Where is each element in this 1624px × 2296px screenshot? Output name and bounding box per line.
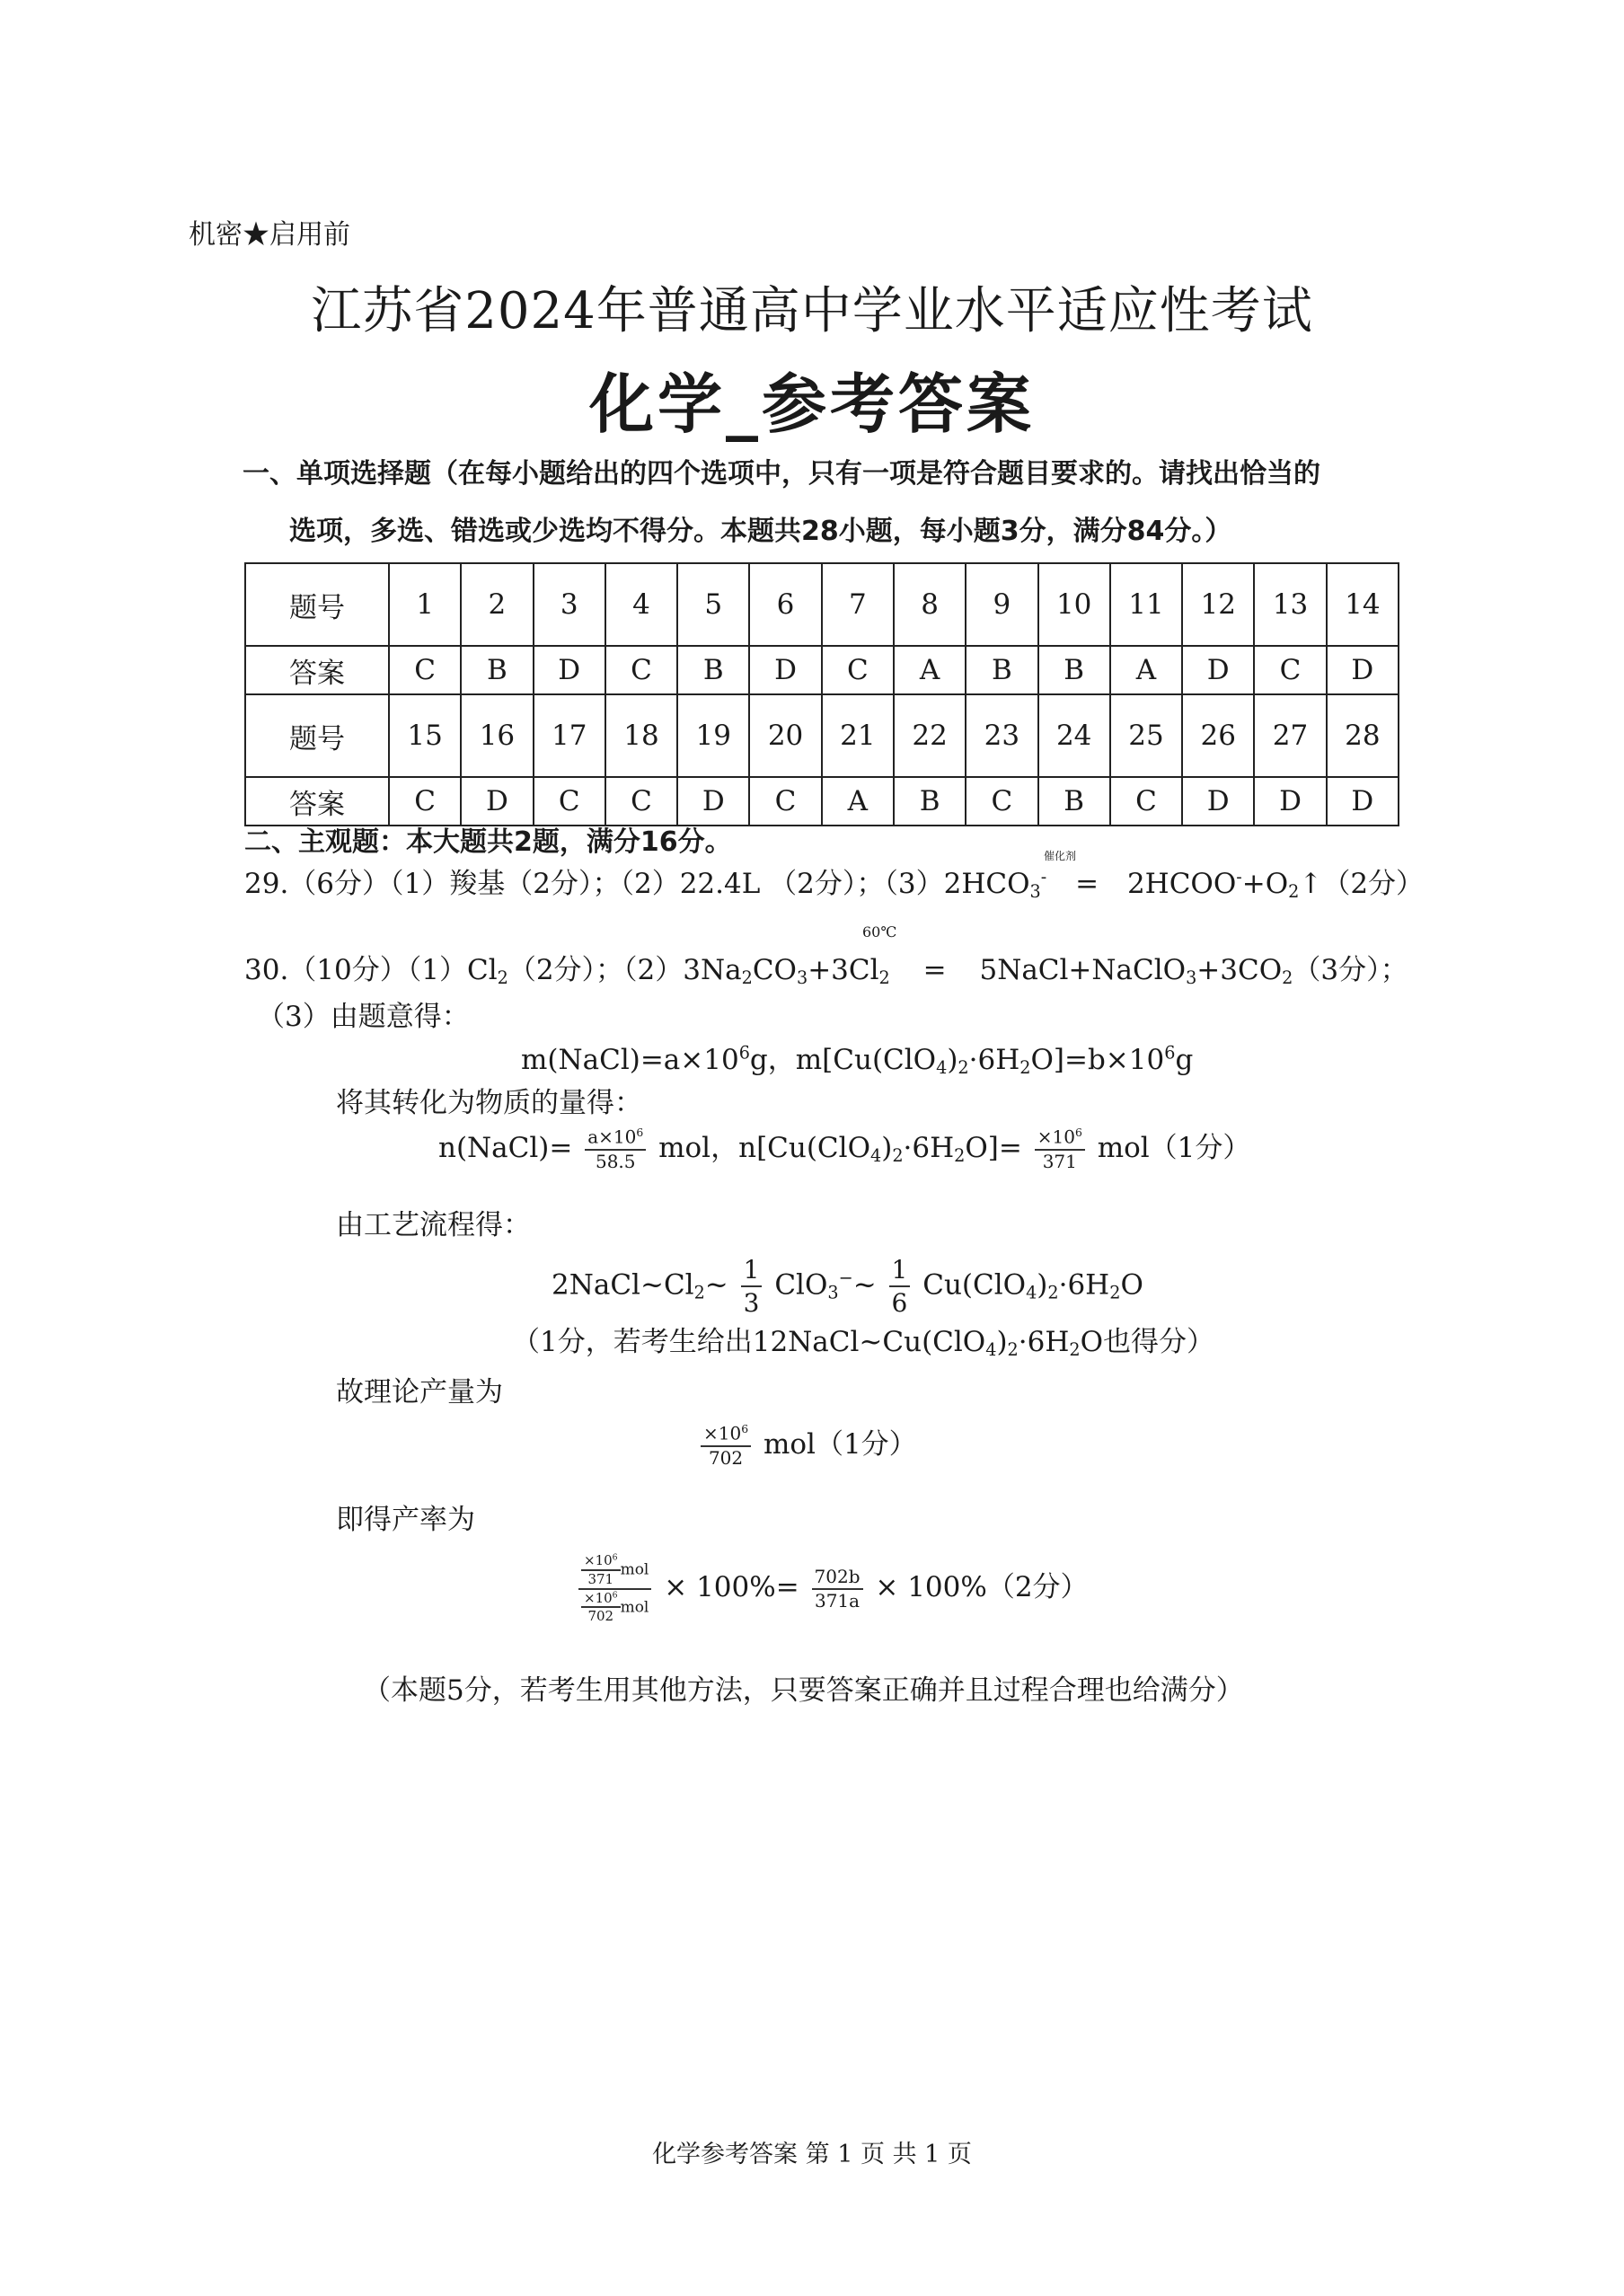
table-cell: 6 <box>749 563 821 646</box>
table-row-answers-2 <box>245 777 1399 826</box>
table-cell: C <box>389 777 461 826</box>
table-cell: 13 <box>1254 563 1326 646</box>
q30-line-1: 30.（10分）$(1)Cl_2(2$分）；$(2)3Na_2CO_3+3Cl_2$ = $5NaCl+NaClO_3+3CO_2(3$分）； <box>244 954 1408 988</box>
table-cell: C <box>822 646 894 694</box>
q30-theory-yield: $\frac{\times 10^6}{702}$ mol（1分） <box>697 1421 917 1470</box>
table-cell: C <box>966 777 1037 826</box>
q30-note-line: （1分，若考生给出$12NaCl\sim Cu(ClO_4)_2\cdot 6H_2O$也得分） <box>512 1326 1215 1360</box>
table-cell: C <box>1110 777 1182 826</box>
num-label: 题号 <box>245 694 389 777</box>
table-cell: D <box>1327 777 1399 826</box>
table-cell: D <box>1182 646 1254 694</box>
q30-mass-line: $m(NaCl)=a\times 10^6g$，$m[Cu(ClO_4)_2\cdot 6H_2O]=b\times 10^6g$ <box>521 1042 1194 1078</box>
fraction: $\frac{a\times 10^6}{58.5}$ <box>585 1126 646 1172</box>
page-footer: 化学参考答案 第 1 页 共 1 页 <box>652 2141 972 2168</box>
table-cell: D <box>1327 646 1399 694</box>
table-cell: 19 <box>677 694 749 777</box>
table-cell: 10 <box>1038 563 1110 646</box>
q29-equals: = <box>1075 868 1099 900</box>
q30-temperature-label: 60℃ <box>862 923 897 940</box>
fraction: $\frac{\times 10^6}{371}$ <box>581 1552 621 1588</box>
table-cell: 9 <box>966 563 1037 646</box>
table-cell: 15 <box>389 694 461 777</box>
table-cell: 21 <box>822 694 894 777</box>
table-cell: A <box>822 777 894 826</box>
table-cell: C <box>534 777 605 826</box>
fraction: $\frac{\times 10^6}{702}$ <box>581 1590 621 1626</box>
table-cell: 20 <box>749 694 821 777</box>
table-cell: B <box>461 646 533 694</box>
q30-yield-formula: $\frac{\times 10^6}{371}$ mol $\frac{\times 10^6}{702}$ mol × 100%= $\frac{702b}{371a}$ × 100%（2分） <box>575 1552 1089 1625</box>
num-label: 题号 <box>245 563 389 646</box>
table-cell: 8 <box>894 563 966 646</box>
fraction: $\frac{1}{3}$ <box>741 1254 763 1319</box>
fraction: $\frac{\times 10^6}{371}$ <box>1035 1126 1085 1172</box>
table-cell: A <box>1110 646 1182 694</box>
q30-process-label: 由工艺流程得： <box>336 1209 531 1241</box>
q30-scoring-note: （本题5分，若考生用其他方法，只要答案正确并且过程合理也给满分） <box>363 1674 1244 1707</box>
table-cell: D <box>1254 777 1326 826</box>
table-cell: 22 <box>894 694 966 777</box>
q29-catalyst-label: 催化剂 <box>1044 850 1077 862</box>
q30-stoich-line: $2NaCl\sim Cl_2\sim$ $\frac{1}{3}$ ClO$_3$−~ $\frac{1}{6}$ $Cu(ClO_4)_2\cdot 6H_2O$ <box>552 1255 1143 1318</box>
compound-fraction: $\frac{\times 10^6}{371}$ mol $\frac{\times 10^6}{702}$ mol <box>578 1552 651 1625</box>
table-cell: 5 <box>677 563 749 646</box>
table-cell: B <box>677 646 749 694</box>
table-row-numbers-2 <box>245 694 1399 777</box>
q30-moles-line: n(NaCl)= $\frac{a\times 10^6}{58.5}$ mol，$n[Cu(ClO_4)_2\cdot 6H_2O]=$ $\frac{\times 10^6}{371}$ mol（1分） <box>438 1126 1251 1172</box>
q30-line-2: （3）由题意得： <box>257 1001 470 1033</box>
table-cell: A <box>894 646 966 694</box>
table-row-numbers-1 <box>245 563 1399 646</box>
table-cell: 24 <box>1038 694 1110 777</box>
table-cell: D <box>461 777 533 826</box>
table-row-answers-1 <box>245 646 1399 694</box>
table-cell: 2 <box>461 563 533 646</box>
q30-rate-label: 即得产率为 <box>336 1504 475 1536</box>
section1-heading: 一、单项选择题（在每小题给出的四个选项中，只有一项是符合题目要求的。请找出恰当的 <box>243 458 1320 490</box>
table-cell: C <box>389 646 461 694</box>
table-cell: 17 <box>534 694 605 777</box>
table-cell: 4 <box>605 563 677 646</box>
table-cell: D <box>1182 777 1254 826</box>
table-cell: C <box>1254 646 1326 694</box>
exam-title: 江苏省2024年普通高中学业水平适应性考试 <box>311 282 1313 340</box>
confidential-mark: 机密★启用前 <box>189 219 350 251</box>
fraction: $\frac{1}{6}$ <box>889 1254 911 1319</box>
section1-heading-cont: 选项，多选、错选或少选均不得分。本题共28小题，每小题3分，满分84分。） <box>289 516 1232 547</box>
table-cell: 18 <box>605 694 677 777</box>
answer-label: 答案 <box>245 646 389 694</box>
table-cell: 25 <box>1110 694 1182 777</box>
fraction: $\frac{\times 10^6}{702}$ <box>701 1422 751 1469</box>
q30-convert-label: 将其转化为物质的量得： <box>336 1087 642 1119</box>
table-cell: 27 <box>1254 694 1326 777</box>
table-cell: D <box>534 646 605 694</box>
table-cell: 14 <box>1327 563 1399 646</box>
table-cell: C <box>749 777 821 826</box>
table-cell: B <box>1038 646 1110 694</box>
table-cell: 3 <box>534 563 605 646</box>
table-cell: 28 <box>1327 694 1399 777</box>
table-cell: 1 <box>389 563 461 646</box>
q30-equals: = <box>922 954 947 986</box>
table-cell: 23 <box>966 694 1037 777</box>
table-cell: 11 <box>1110 563 1182 646</box>
table-cell: C <box>605 777 677 826</box>
table-cell: 12 <box>1182 563 1254 646</box>
q29-answer: 29.（6分）（1）羧基（2分）；（2）22.4L （2分）；$(3)2HCO_3^-$ = $2HCOO^-+O_2↑(2$分） <box>244 866 1425 902</box>
answer-table <box>244 562 1399 826</box>
table-cell: 16 <box>461 694 533 777</box>
page-title: 化学_参考答案 <box>588 366 1035 442</box>
table-cell: B <box>894 777 966 826</box>
table-cell: D <box>749 646 821 694</box>
table-cell: 26 <box>1182 694 1254 777</box>
table-cell: B <box>1038 777 1110 826</box>
table-cell: D <box>677 777 749 826</box>
table-cell: 7 <box>822 563 894 646</box>
q30-theory-label: 故理论产量为 <box>336 1376 503 1409</box>
answer-label: 答案 <box>245 777 389 826</box>
table-cell: B <box>966 646 1037 694</box>
table-cell: C <box>605 646 677 694</box>
section2-heading: 二、主观题：本大题共2题，满分16分。 <box>244 826 732 858</box>
fraction: $\frac{702b}{371a}$ <box>812 1566 863 1612</box>
